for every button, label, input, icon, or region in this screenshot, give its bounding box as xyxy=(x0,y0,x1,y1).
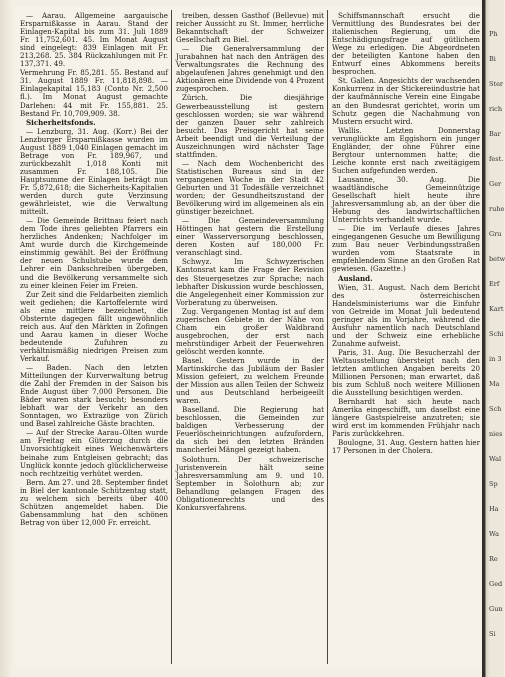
article-paragraph: — Die Gemeindeversammlung Höttingen hat gestern die Erstellung einer Wasserversorgung beschlossen, deren Kosten auf 180,000 Fr. veranschlagt sind. xyxy=(176,216,324,258)
edge-text-fragment: Ha xyxy=(489,505,499,513)
article-paragraph: — Aarau. Allgemeine aargauische Ersparnißkasse in Aarau. Stand der Einlagen-Kapital bis zum 31. Juli 1889 Fr. 11,752,601. 45. Im Monat August sind eingelegt: 839 Einlagen mit Fr. 213,268. 25. 384 Rückzahlungen mit Fr. 137,371. 49. xyxy=(20,11,168,69)
scan-left-edge xyxy=(0,0,12,677)
edge-text-fragment: fest. xyxy=(489,155,504,163)
edge-text-fragment: rich xyxy=(489,105,503,113)
edge-text-fragment: Ma xyxy=(489,380,500,388)
edge-text-fragment: Wa xyxy=(489,530,499,538)
edge-text-fragment: Re xyxy=(489,555,498,563)
edge-text-fragment: nies xyxy=(489,430,503,438)
article-paragraph: Boulogne, 31. Aug. Gestern hatten hier 17 Personen in der Cholera. xyxy=(332,438,480,456)
edge-text-fragment: Ster xyxy=(489,80,504,88)
article-paragraph: — Lenzburg, 31. Aug. (Korr.) Bei der Lenzburger Ersparnißkasse wurden im August 1889 1,040 Einlagen gemacht im Betrage von Fr. 189,967, und zurückbezahlt 1,018 Konti mit zusammen Fr. 188,105. Die Hauptsumme der Einlagen beträgt nun Fr. 5,872,618; die Sicherheits-Kapitalien werden durch gute Verzinsung gewährleistet, wie die Verwaltung mitteilt. xyxy=(20,126,168,217)
edge-text-fragment: Schi xyxy=(489,330,504,338)
edge-text-fragment: Kart xyxy=(489,305,504,313)
article-paragraph: St. Gallen. Angesichts der wachsenden Konkurrenz in der Stickereiindustrie hat der kaufmännische Verein eine Eingabe an den Bundesrat gerichtet, worin um Schutz gegen die Nachahmung von Mustern ersucht wird. xyxy=(332,76,480,126)
edge-text-fragment: Erf xyxy=(489,280,500,288)
article-paragraph: Solothurn. Der schweizerische Juristenverein hält seine Jahresversammlung am 9. und 10. September in Solothurn ab; zur Behandlung gelangen Fragen des Obligationenrechts und des Konkursverfahrens. xyxy=(176,454,324,512)
article-paragraph: Lausanne, 30. Aug. Die waadtländische Gemeinnützige Gesellschaft hielt heute ihre Jahresversammlung ab, an der über die Hebung des landwirtschaftlichen Unterrichts verhandelt wurde. xyxy=(332,174,480,225)
edge-text-fragment: Bi xyxy=(489,55,496,63)
article-paragraph: — Auf der Strecke Aarau–Olten wurde am Freitag ein Güterzug durch die Unvorsichtigkeit eines Weichenwärters beinahe zum Entgleisen gebracht; das Unglück konnte jedoch glücklicherweise noch rechtzeitig verhütet werden. xyxy=(20,428,168,478)
edge-text-fragment: Sch xyxy=(489,405,502,413)
edge-text-fragment: Ph xyxy=(489,30,498,38)
edge-text-fragment: Wal xyxy=(489,455,502,463)
column-3 xyxy=(332,12,480,664)
edge-text-fragment: Gru xyxy=(489,230,502,238)
column-rule xyxy=(327,10,328,664)
article-paragraph: Wien, 31. August. Nach dem Bericht des österreichischen Handelsministeriums war die Einfuhr von Getreide im Monat Juli bedeutend geringer als im Vorjahre, während die Ausfuhr namentlich nach Deutschland und der Schweiz eine erhebliche Zunahme aufweist. xyxy=(332,282,480,348)
article-paragraph: Baselland. Die Regierung hat beschlossen, die Gemeinden zur baldigen Verbesserung der Feuerlöscheinrichtungen aufzufordern, da sich bei den letzten Bränden mancherlei Mängel gezeigt haben. xyxy=(176,405,324,455)
column-1 xyxy=(20,12,168,664)
article-paragraph: Bernhardt hat sich heute nach Amerika eingeschifft, um daselbst eine längere Gastspielreise anzutreten; sie wird erst im kommenden Frühjahr nach Paris zurückkehren. xyxy=(332,397,480,439)
article-paragraph: Zur Zeit sind die Feldarbeiten ziemlich weit gediehen; die Kartoffelernte wird als eine mittlere bezeichnet, die Obsternte dagegen fällt ungewöhnlich reich aus. Auf den Märkten in Zofingen und Aarau kamen in dieser Woche bedeutende Zufuhren zu verhältnismäßig niedrigen Preisen zum Verkauf. xyxy=(20,289,168,363)
article-paragraph: Zug. Vergangenen Montag ist auf dem zugerischen Gebiete in der Nähe von Cham ein großer Waldbrand ausgebrochen, der erst nach mehrstündiger Arbeit der Feuerwehren gelöscht werden konnte. xyxy=(176,306,324,356)
article-paragraph: — Die Gemeinde Brittnau feiert nach dem Tode ihres geliebten Pfarrers ein herzliches Andenken; Nachfolger im Amt wurde durch die Kirchgemeinde einstimmig gewählt. Bei der Eröffnung der neuen Schulstube wurde dem Lehrer ein Dankschreiben übergeben, und die Bevölkerung versammelte sich zu einer kleinen Feier im Freien. xyxy=(20,216,168,290)
edge-text-fragment: Si xyxy=(489,630,496,638)
article-paragraph: — Baden. Nach den letzten Mitteilungen der Kurverwaltung betrug die Zahl der Fremden in der Saison bis Ende August über 7,000 Personen. Die Bäder waren stark besucht; besonders lebhaft war der Verkehr an den Sonntagen, wo Extrazüge von Zürich und Basel zahlreiche Gäste brachten. xyxy=(20,363,168,429)
section-heading: Ausland. xyxy=(338,273,373,283)
article-paragraph: Schwyz. Im Schwyzerischen Kantonsrat kam die Frage der Revision des Steuergesetzes zur Sprache; nach lebhafter Diskussion wurde beschlossen, die Angelegenheit einer Kommission zur Vorberatung zu überweisen. xyxy=(176,257,324,307)
edge-text-fragment: Ged xyxy=(489,580,503,588)
article-paragraph: — Die im Verlaufe dieses Jahres eingegangenen Gesuche um Bewilligung zum Bau neuer Verbindungsstraßen wurden vom Staatsrate in empfehlendem Sinne an den Großen Rat gewiesen. (Gazette.) xyxy=(332,224,480,274)
column-2 xyxy=(176,12,324,664)
article-paragraph: Wallis. Letzten Donnerstag verunglückte am Eggishorn ein junger Engländer, der ohne Führer eine Bergtour unternommen hatte; die Leiche konnte erst nach zweitägigem Suchen aufgefunden werden. xyxy=(332,125,480,175)
edge-text-fragment: betw xyxy=(489,255,505,263)
article-paragraph: Basel. Gestern wurde in der Martinskirche das Jubiläum der Basler Mission gefeiert, zu welchem Freunde der Mission aus allen Teilen der Schweiz und aus Deutschland herbeigeeilt waren. xyxy=(176,355,324,406)
article-paragraph: Paris, 31. Aug. Die Besucherzahl der Weltausstellung übersteigt nach den letzten amtlichen Angaben bereits 20 Millionen Personen; man erwartet, daß bis zum Schluß noch weitere Millionen die Ausstellung besichtigen werden. xyxy=(332,347,480,398)
article-paragraph: — Die Generalversammlung der Jurabahnen hat nach den Anträgen des Verwaltungsrates die Rechnung des abgelaufenen Jahres genehmigt und den Aktionären eine Dividende von 4 Prozent zugesprochen. xyxy=(176,44,324,94)
column-rule xyxy=(171,10,172,664)
article-paragraph: — Nach dem Wochenbericht des Statistischen Bureaus sind in der vergangenen Woche in der Stadt 42 Geburten und 31 Todesfälle verzeichnet worden; der Gesundheitszustand der Bevölkerung wird im allgemeinen als ein günstiger bezeichnet. xyxy=(176,158,324,217)
edge-text-fragment: in 3 xyxy=(489,355,502,363)
article-paragraph: treiben, dessen Gasthof (Bellevue) mit reicher Aussicht zu St. Immer, herrliche Bekanntschaft der Schweizer Gesellschaft zu Biel. xyxy=(176,11,324,45)
edge-text-fragment: ruhe xyxy=(489,205,505,213)
edge-text-fragment: Ger xyxy=(489,180,502,188)
article-paragraph: Schiffsmannschaft ersucht die Vermittlung des Bundesrates bei der italienischen Regierung, um die Entschädigungsfrage auf gütlichem Wege zu erledigen. Die Abgeordneten der beteiligten Kantone haben den Entwurf eines Abkommens bereits besprochen. xyxy=(332,11,480,77)
section-heading: Sicherheitsfonds. xyxy=(26,117,96,127)
edge-text-fragment: Gun xyxy=(489,605,503,613)
article-paragraph: Vermehrung Fr. 85,281. 55. Bestand auf 31. August 1889 Fr. 11,818,898. — Einlagekapital 15,183 (Conto Nr. 2,500 fl.). Im Monat August gemachte Darlehen: 44 mit Fr. 155,881. 25. Bestand Fr. 10,709,909. 38. xyxy=(20,68,168,118)
article-paragraph: Zürich. Die diesjährige Gewerbeausstellung ist gestern geschlossen worden; sie war während der ganzen Dauer sehr zahlreich besucht. Das Preisgericht hat seine Arbeit beendigt und die Verteilung der Auszeichnungen wird nächster Tage stattfinden. xyxy=(176,93,324,159)
edge-text-fragment: Bar xyxy=(489,130,501,138)
edge-text-fragment: Sp xyxy=(489,480,498,488)
newspaper-page xyxy=(14,6,482,668)
article-paragraph: Bern. Am 27. und 28. September findet in Biel der kantonale Schützentag statt, zu welchem sich bereits über 400 Schützen angemeldet haben. Die Gabensammlung hat den schönen Betrag von über 12,000 Fr. erreicht. xyxy=(20,477,168,527)
binding-gutter xyxy=(482,0,504,677)
